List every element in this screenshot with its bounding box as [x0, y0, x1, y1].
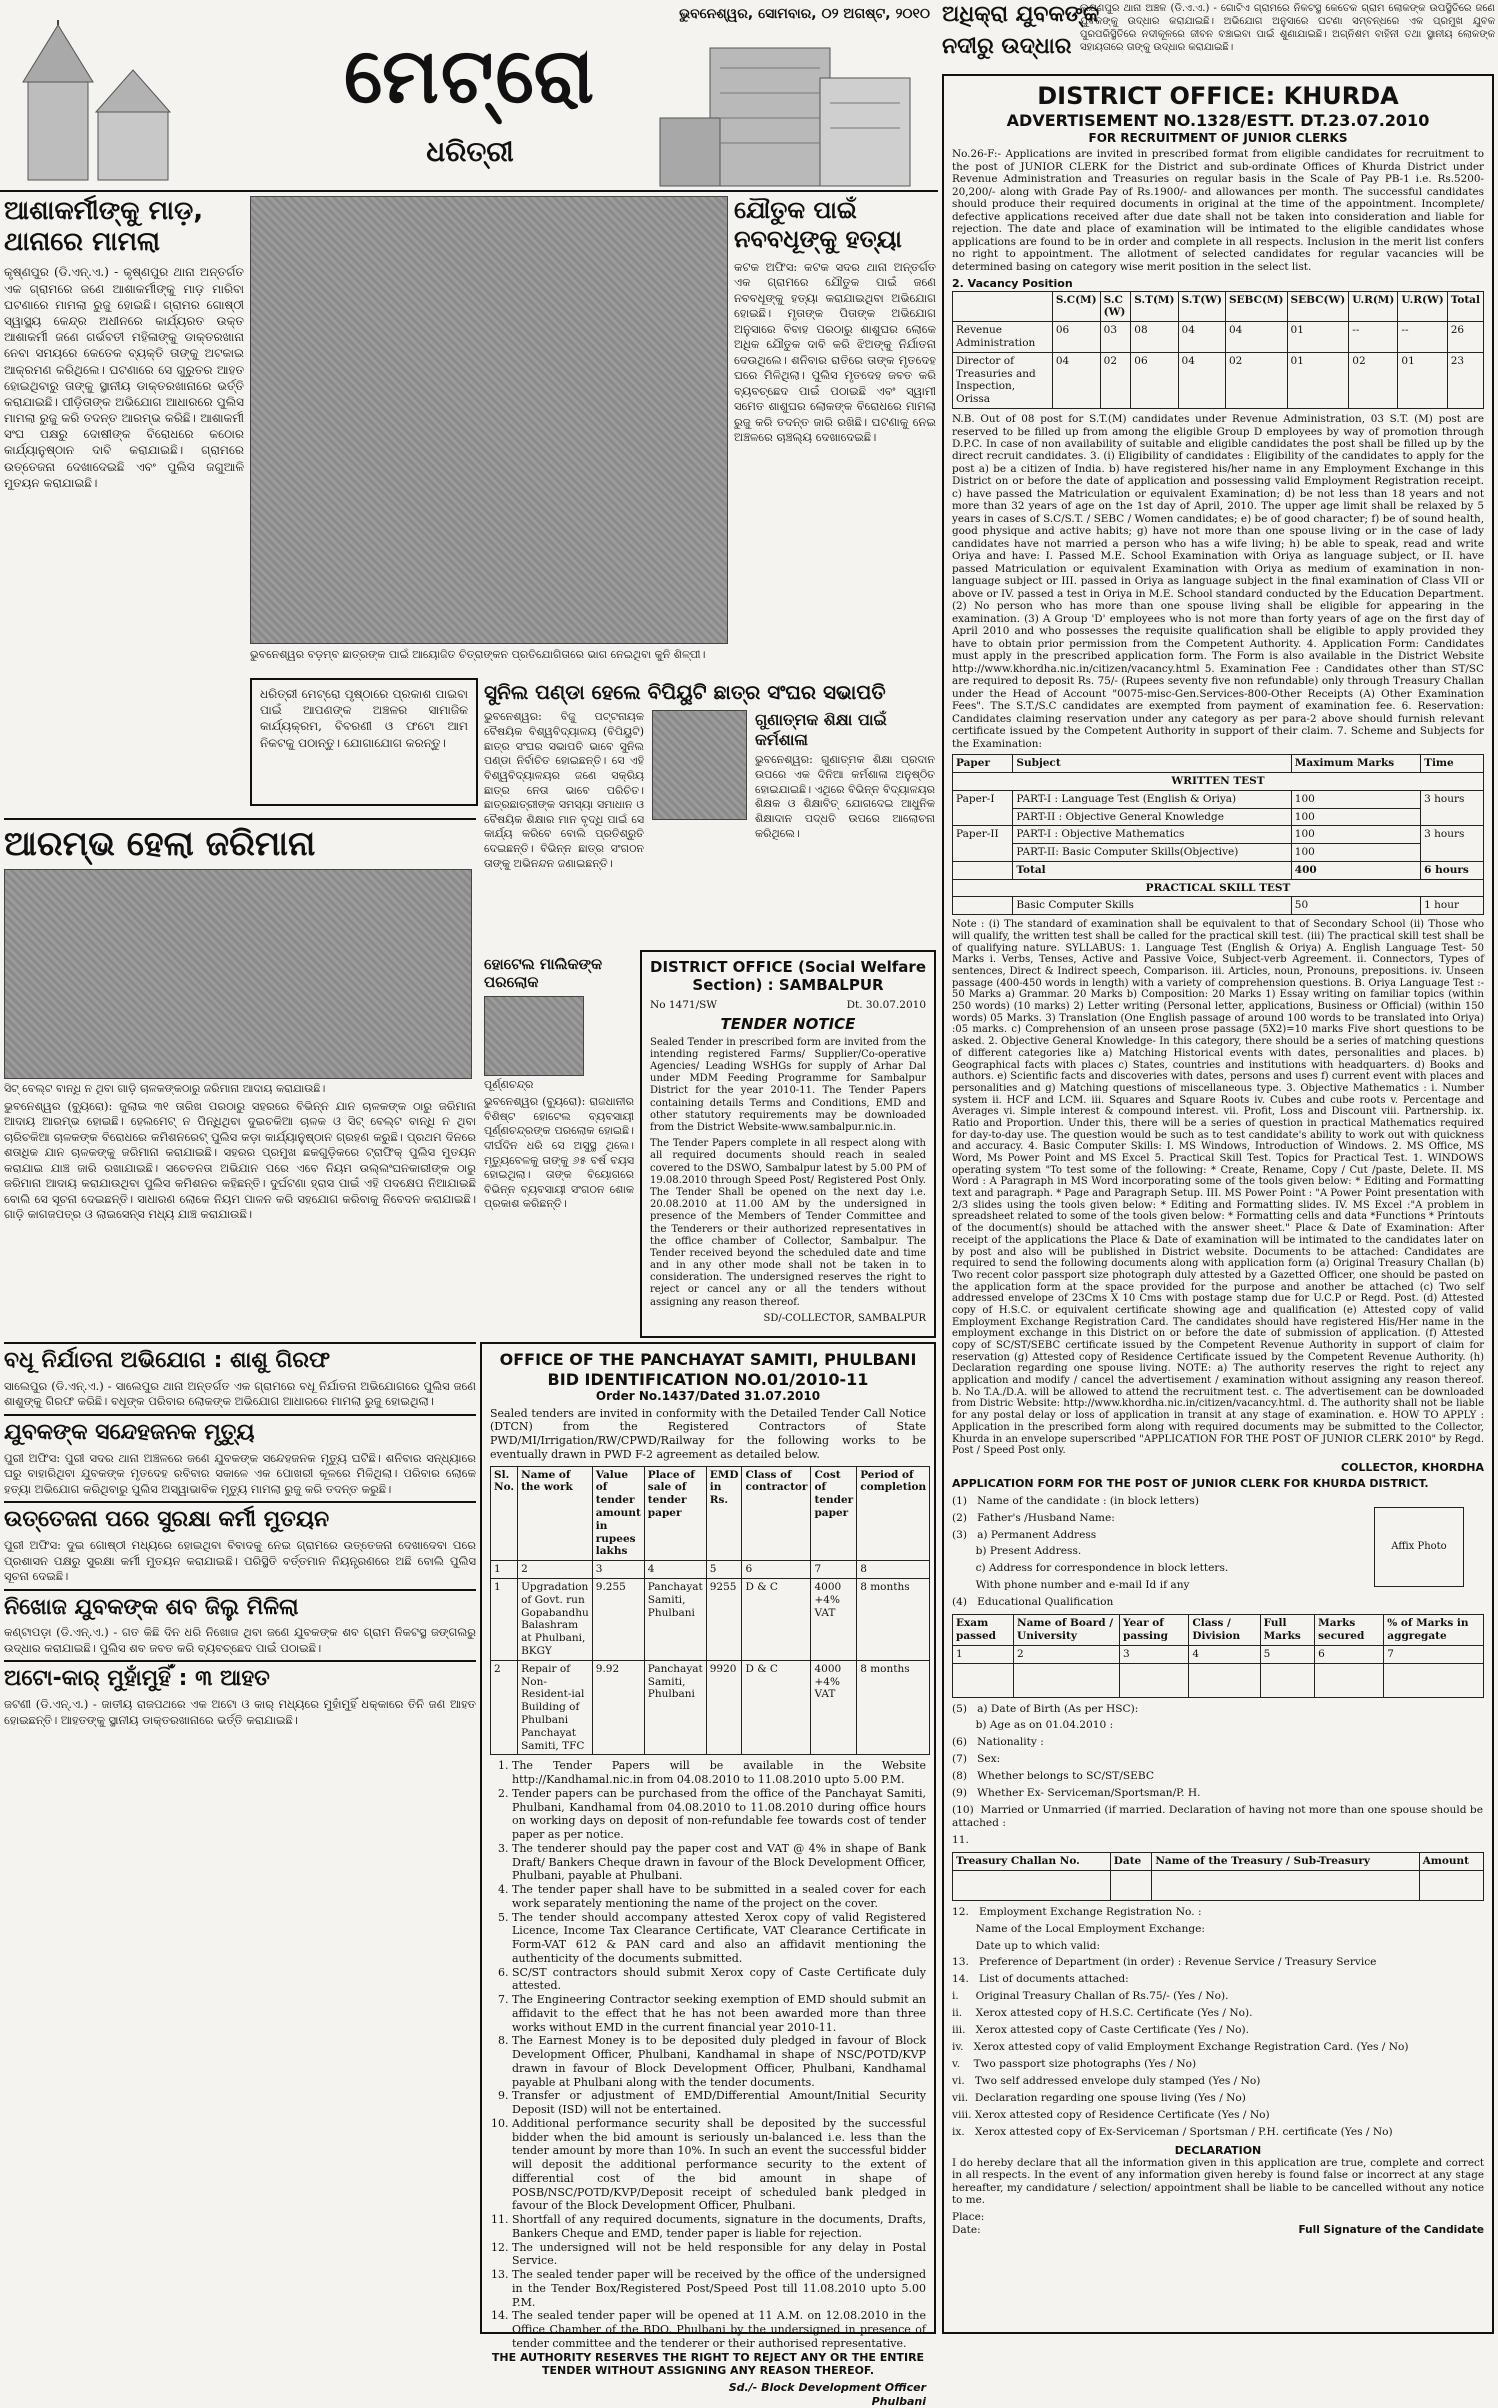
phulbani-closing: THE AUTHORITY RESERVES THE RIGHT TO REJECT ANY OR THE ENTIRE TENDER WITHOUT ASSIGNING ANY REASON THEREOF.	[491, 2350, 925, 2378]
hotel-owner-photo-label: ପୂର୍ଣ୍ଣଚନ୍ଦ୍ର	[484, 1077, 534, 1091]
form-line: 14. List of documents attached:	[952, 1973, 1129, 1986]
phulbani-bid: BID IDENTIFICATION NO.01/2010-11	[547, 1369, 869, 1389]
scheme-total-marks: 400	[1291, 861, 1420, 879]
form-line: iv. Xerox attested copy of valid Employment Exchange Registration Card. (Yes / No)	[952, 2041, 1409, 2054]
phulbani-points	[490, 1759, 926, 2350]
vacancy-header-cell: SEBC(M)	[1225, 291, 1287, 322]
vacancy-cell: Director of Treasuries and Inspection, Orissa	[953, 352, 1053, 408]
khurda-office: DISTRICT OFFICE: KHURDA	[1037, 82, 1399, 110]
form-line: (3) a) Permanent Address	[952, 1528, 1097, 1541]
vacancy-cell: 08	[1131, 322, 1178, 353]
phulbani-point: 7. The Engineering Contractor seeking exemption of EMD should submit an affidavit to the effect that he has not been awarded more than three works without EMD in the current financial year 2010-11.	[512, 1993, 926, 2034]
paper-2-part-1-marks: 100	[1291, 826, 1420, 844]
story-dowry	[734, 196, 936, 676]
phulbani-point: 10. Additional performance security shall be deposited by the successful bidder when the bid amount is seriously un-balanced i.e. less than the tender amount by more than 10%. In such an event the successful bidder will deposit the additional performance security to the extent of differential cost of the bid amount in shape of POSB/NSC/POTD/KVP/Deposit receipt of scheduled bank pledged in favour of the Block Development Officer, Phulbani.	[512, 2117, 926, 2213]
sishu-headline: ବଧୂ ନିର୍ଯାତନା ଅଭିଯୋଗ : ଶାଶୁ ଗିରଫ	[4, 1348, 331, 1373]
scheme-header-cell: Paper	[953, 755, 1013, 773]
masthead-title: ମେଟ୍ରୋ	[343, 31, 597, 120]
khurda-intro: No.26-F:- Applications are invited in prescribed format from eligible candidates for recruitment to the post of JUNIOR CLERK for the District and sub-ordinate Offices of Khurda District under Revenue Administration and Treasuries on regular basis in the Scale of Pay PB-1 i.e. Rs.5200-20,200/- along with Grade Pay of Rs.1900/- and allowances per month. The successful candidates should produce their required documents in original at the time of the appointment. Incomplete/ defective applications received after due date shall not be taken into consideration and liable for rejection. The date and place of examination will be intimated to the eligible candidates whose applications are found to be in order and complete in all respects. Inclusion in the merit list confers no right to appointment. The allotment of selected candidates for regular vacancies will be determined basing on category wise merit position in the select list.	[952, 148, 1484, 273]
traffic-police-photo	[4, 869, 472, 1079]
khurda-adv: ADVERTISEMENT NO.1328/ESTT. DT.23.07.2010	[1006, 111, 1430, 131]
phulbani-point: 5. The tender should accompany attested Xerox copy of valid Registered Licence, Income Tax Clearance Certificate, VAT Clearance Certificate in Form-VAT 612 & PAN card and also an affidavit mentioning the authenticity of the documents submitted.	[512, 1911, 926, 1966]
auto-body: ଜଟଣୀ (ଡି.ଏନ୍.ଏ.) - ଜାତୀୟ ରାଜପଥରେ ଏକ ଅଟୋ ଓ କାର୍ ମଧ୍ୟରେ ମୁହାଁମୁହିଁ ଧକ୍କାରେ ତିନି ଜଣ ଆହତ ହୋଇଛନ୍ତି। ଆହତଙ୍କୁ ସ୍ଥାନୀୟ ଡାକ୍ତରଖାନାରେ ଭର୍ତ୍ତି କରାଯାଇଛି।	[4, 1697, 476, 1727]
education-number-cell: 4	[1189, 1645, 1260, 1663]
form-line: i. Original Treasury Challan of Rs.75/- (Yes / No).	[952, 1990, 1229, 2003]
phulbani-work-cell: 9.92	[592, 1660, 644, 1755]
fine-headline: ଆରମ୍ଭ ହେଲା ଜରିମାନା	[4, 824, 316, 864]
khurda-eligibility: N.B. Out of 08 post for S.T.(M) candidates under Revenue Administration, 03 S.T. (M) post are reserved to be filled up from among the eligible Group D employees by way of promotion through D.P.C. In case of non availability of suitable and eligible candidates the post shall be filled up by the direct recruit candidates. 3. (i) Eligibility of candidates : Eligibility of the candidates to apply for the post a) be a citizen of India. b) have registered his/her name in any Employment Exchange in this District on or before the date of application and possessing valid Employment Registration receipt. c) have passed the Matriculation or equivalent Examination; d) be not less than 18 years and not more than 32 years of age on the 1st day of April, 2010. The upper age limit shall be relaxed by 5 years in cases of S.C/S.T. / SEBC / Women candidates; e) be of good character; f) be of sound health, good physique and active habits; g) have not more than one spouse living or in the case of lady candidates have not married a person who has a wife living; h) be able to speak, read and write Oriya and have: I. Passed M.E. School Examination with Oriya as language subject, or II. have passed Matriculation or equivalent Examination with Oriya as medium of examination in non-language subject or III. passed in Oriya as language subject in the final examination of Class VII or above or IV. passed a test in Oriya in M.E. School standard conducted by the Education Department. (2) No person who has more than one spouse living shall be eligible for appearing in the examination. (3) A Group 'D' employees who is not more than forty years of age on the first day of April 2010 and who possesses the requisite qualification shall be eligible to apply provided they have to obtain prior permission from the Competent Authority. 4. Application Form: Candidates must apply in the prescribed application form. The Form is also available in the District Website http://www.khordha.nic.in/citizen/vacancy.html 5. Examination Fee : Candidates other than ST/SC are required to deposit Rs. 75/- (Rupees seventy five non refundable) only through Treasury Challan under the Head of Account "0075-misc-Gen.Services-800-Other Receipts (A) Other Examination Fees". The S.T./S.C candidates are exempted from payment of examination fee. 6. Reservation: Candidates claiming reservation under any category as per para-2 above should furnish relevant certificate issued by the Competent Authority in support of their claim. 7. Scheme and Subjects for the Examination:	[952, 413, 1484, 750]
application-form-title: APPLICATION FORM FOR THE POST OF JUNIOR CLERK FOR KHURDA DISTRICT.	[952, 1477, 1429, 1491]
form-line: (9) Whether Ex- Serviceman/Sportsman/P. H.	[952, 1787, 1201, 1800]
paper-1: Paper-I	[953, 790, 1013, 826]
paper-2: Paper-II	[953, 826, 1013, 862]
sambalpur-office: DISTRICT OFFICE (Social Welfare Section) : SAMBALPUR	[650, 958, 926, 995]
sambalpur-signed: SD/-COLLECTOR, SAMBALPUR	[763, 1312, 926, 1324]
sunil-panda-photo	[652, 710, 747, 820]
form-line: c) Address for correspondence in block letters.	[952, 1562, 1229, 1575]
phulbani-work-cell: Panchayat Samiti, Phulbani	[644, 1660, 706, 1755]
top-right-story	[940, 0, 1498, 72]
practical-time: 1 hour	[1421, 897, 1484, 915]
bput-body: ଭୁବନେଶ୍ୱର: ବିଜୁ ପଟ୍ଟନାୟକ ବୈଷୟିକ ବିଶ୍ୱବିଦ୍ୟାଳୟ (ବିପିୟୁଟି) ଛାତ୍ର ସଂଘର ସଭାପତି ଭାବେ ସୁନିଲ ପଣ୍ଡା ନିର୍ବାଚିତ ହୋଇଛନ୍ତି। ସେ ଏହି ବିଶ୍ୱବିଦ୍ୟାଳୟର ଜଣେ ସକ୍ରିୟ ଛାତ୍ର ନେତା ଭାବେ ପରିଚିତ। ଛାତ୍ରଛାତ୍ରୀଙ୍କ ସମସ୍ୟା ସମାଧାନ ଓ ବୈଷୟିକ ଶିକ୍ଷାର ମାନ ବୃଦ୍ଧି ପାଇଁ ସେ କାର୍ଯ୍ୟ କରିବେ ବୋଲି ପ୍ରତିଶ୍ରୁତି ଦେଇଛନ୍ତି। ବିଭିନ୍ନ ଛାତ୍ର ସଂଗଠନ ତାଙ୍କୁ ଅଭିନନ୍ଦନ ଜଣାଇଛନ୍ତି।	[484, 710, 644, 870]
vacancy-cell: 04	[1052, 352, 1100, 408]
application-form-part-3	[952, 1904, 1484, 2141]
khurda-scheme-table	[952, 754, 1484, 915]
phulbani-work-cell: 1	[491, 1579, 518, 1661]
phulbani-point: 11. Shortfall of any required documents, signature in the documents, Drafts, Bankers Cheque and EMD, tender paper is liable for rejection.	[512, 2213, 926, 2241]
vacancy-cell: --	[1398, 322, 1447, 353]
phulbani-point: 9. Transfer or adjustment of EMD/Differential Amount/Initial Security Deposit (ISD) will not be entertained.	[512, 2089, 926, 2117]
declaration-place: Place:	[952, 2210, 985, 2223]
phulbani-work-cell: 2	[491, 1660, 518, 1755]
form-line: (8) Whether belongs to SC/ST/SEBC	[952, 1770, 1155, 1783]
paper-1-part-1: PART-I : Language Test (English & Oriya)	[1013, 790, 1291, 808]
top-right-headline-1: ଅଧିକ୍ରା ଯୁବକଙ୍କ	[942, 2, 1100, 27]
vacancy-cell: 02	[1100, 352, 1131, 408]
sishu-body: ସାଲେପୁର (ଡି.ଏନ୍.ଏ.) - ସାଲେପୁର ଥାନା ଅନ୍ତର୍ଗତ ଏକ ଗ୍ରାମରେ ବଧୂ ନିର୍ଯାତନା ଅଭିଯୋଗରେ ପୁଲିସ ଜଣେ ଶାଶୁଙ୍କୁ ଗିରଫ କରିଛି। ବଧୂଙ୍କ ପରିବାର ଲୋକଙ୍କ ଅଭିଯୋଗ ଆଧାରରେ ମାମଲା ରୁଜୁ ହୋଇଥିଲା।	[4, 1378, 476, 1409]
missing-body: କଣ୍ଟାପଡ଼ା (ଡି.ଏନ୍.ଏ.) - ଗତ କିଛି ଦିନ ଧରି ନିଖୋଜ ଥିବା ଜଣେ ଯୁବକଙ୍କ ଶବ ଗ୍ରାମ ନିକଟସ୍ଥ ଜଙ୍ଗଲରୁ ଉଦ୍ଧାର କରାଯାଇଛି। ପୁଲିସ ଶବ ଜବତ କରି ବ୍ୟବଚ୍ଛେଦ ପାଇଁ ପଠାଇଛି।	[4, 1625, 476, 1655]
declaration-title: DECLARATION	[1174, 2143, 1262, 2157]
phulbani-work-cell: 9.255	[592, 1579, 644, 1661]
form-line: (2) Father's /Husband Name:	[952, 1511, 1115, 1524]
phulbani-point: 1. The Tender Papers will be available in the Website http://Kandhamal.nic.in from 04.08.2010 to 11.08.2010 upto 5.00 P.M.	[512, 1759, 926, 1787]
form-line: (10) Married or Unmarried (if married. Declaration of having not more than one spouse should be attached :	[952, 1804, 1487, 1830]
education-blank-row	[953, 1663, 1484, 1697]
vacancy-header-cell: Total	[1447, 291, 1483, 322]
phulbani-work-cell: D & C	[742, 1660, 811, 1755]
phulbani-work-cell: 4000 +4% VAT	[811, 1579, 857, 1661]
vacancy-header-cell: S.C (W)	[1100, 291, 1131, 322]
vacancy-cell: 06	[1131, 352, 1178, 408]
phulbani-header-cell: Place of sale of tender paper	[644, 1466, 706, 1561]
vacancy-cell: 06	[1052, 322, 1100, 353]
dowry-body: କଟକ ଅଫିସ: କଟକ ସଦର ଥାନା ଅନ୍ତର୍ଗତ ଏକ ଗ୍ରାମରେ ଯୌତୁକ ପାଇଁ ଜଣେ ନବବଧୂଙ୍କୁ ହତ୍ୟା କରାଯାଇଥିବା ଅଭିଯୋଗ ହୋଇଛି। ମୃତାଙ୍କ ପିତାଙ୍କ ଅଭିଯୋଗ ଅନୁସାରେ ବିବାହ ପରଠାରୁ ଶାଶୁଘର ଲୋକେ ଅଧିକ ଯୌତୁକ ଦାବି କରି ଝିଅଙ୍କୁ ନିର୍ଯାତନା ଦେଉଥିଲେ। ଶନିବାର ରାତିରେ ତାଙ୍କ ମୃତଦେହ ଘରେ ମିଳିଥିଲା। ପୁଲିସ ମୃତଦେହ ଜବତ କରି ବ୍ୟବଚ୍ଛେଦ ପାଇଁ ପଠାଇଛି ଏବଂ ସ୍ୱାମୀ ସମେତ ଶାଶୁଘର ଲୋକଙ୍କ ବିରୋଧରେ ମାମଲା ରୁଜୁ କରି ତଦନ୍ତ ଜାରି ରଖିଛି। ଘଟଣାକୁ ନେଇ ଅଞ୍ଚଳରେ ଚାଞ୍ଚଲ୍ୟ ଦେଖାଦେଇଛି।	[734, 259, 936, 445]
education-header-cell: Marks secured	[1315, 1615, 1384, 1646]
form-line: (6) Nationality :	[952, 1736, 1044, 1749]
form-line: 13. Preference of Department (in order) : Revenue Service / Treasury Service	[952, 1956, 1377, 1969]
form-line: viii. Xerox attested copy of Residence Certificate (Yes / No)	[952, 2108, 1270, 2121]
form-line: v. Two passport size photographs (Yes / No)	[952, 2057, 1197, 2070]
paper-1-part-1-marks: 100	[1291, 790, 1420, 808]
form-line: (1) Name of the candidate : (in block letters)	[952, 1494, 1199, 1507]
education-header-cell: Year of passing	[1120, 1615, 1189, 1646]
vacancy-cell: 02	[1349, 352, 1398, 408]
phulbani-point: 4. The tender paper shall have to be submitted in a sealed cover for each work separately mentioning the name of the project on the cover.	[512, 1883, 926, 1911]
phulbani-work-cell: 8 months	[857, 1660, 930, 1755]
education-header-cell: Full Marks	[1260, 1615, 1315, 1646]
vacancy-cell: 03	[1100, 322, 1131, 353]
application-form-part-2	[952, 1701, 1487, 1849]
phulbani-number-cell: 5	[706, 1561, 742, 1579]
paper-1-part-2-marks: 100	[1291, 808, 1420, 826]
story-asha	[4, 196, 244, 814]
education-header-cell: Name of Board / University	[1014, 1615, 1120, 1646]
paper-2-time: 3 hours	[1421, 826, 1484, 862]
hotel-owner-headline: ହୋଟେଲ ମାଲିକଙ୍କ ପରଲୋକ	[484, 955, 603, 992]
metro-notice-text: ଧରିତ୍ରୀ ମେଟ୍ରୋ ପୃଷ୍ଠାରେ ପ୍ରକାଶ ପାଇବା ପାଇଁ ଆପଣଙ୍କ ଅଞ୍ଚଳର ସାମାଜିକ କାର୍ଯ୍ୟକ୍ରମ, ବିବରଣୀ ଓ ଫଟୋ ଆମ ନିକଟକୁ ପଠାନ୍ତୁ। ଯୋଗାଯୋଗ କରନ୍ତୁ।	[260, 687, 468, 750]
form-line: ii. Xerox attested copy of H.S.C. Certificate (Yes / No).	[952, 2007, 1253, 2020]
education-header-cell: Class / Division	[1189, 1615, 1260, 1646]
phulbani-number-cell: 2	[518, 1561, 593, 1579]
phulbani-header-cell: EMD in Rs.	[706, 1466, 742, 1561]
khurda-syllabus: Note : (i) The standard of examination shall be equivalent to that of Secondary School (ii) Those who will qualify, the written test shall be called for the practical skill test. (iii) The practical skill test shall be of qualifying nature. SYLLABUS: 1. Language Test (English & Oriya) A. English Language Test- 50 Marks i. Verbs, Tenses, Active and Passive Voice, Subject-verb Agreement. ii. Connectors, Types of sentences, Direct & Indirect speech, Comparison. iii. Articles, noun, Pronouns, prepositions. iv. Unseen passage (400-450 words in length) with a variety of comprehension questions. B. Oriya Language Test :- 50 Marks a) Grammar. 20 Marks b) Composition: 20 Marks 1) Essay writing on familiar topics (within 250 words) (10 marks) 2) Letter writing (Personal letter, applications, Business or Official) (within 150 words) 05 Marks. 3) Translation (One English passage of around 100 words to be translated into Oriya) :05 marks. c) Comprehension of an unseen prose passage (5X2)=10 marks Five short questions to be asked. 2. Objective General Knowledge- In this category, there should be a series of matching questions of different categories like a) Matching Historical events with dates, personalities and places. b) Geographical facts with places c) States, countries and institutions with headquarters. d) Books and authors. e) Scientific facts and discoveries with dates, persons and uses f) current event with places and personalities and g) Matching questions of miscellaneous type. 3. Objective Mathematics : i. Number system ii. HCF and LCM. iii. Squares and Square Roots iv. Cubes and cube roots v. Percentage and Averages vi. Simple interest & compound interest. vii. Profit, Loss and Discount viii. Partnership. ix. Ratio and Proportion. Under this, there will be a series of question in practical Mathematics required for day-to-day use. The question would be such as to test candidate's ability to work out with quickness and accuracy. 4. Basic Computer Skills: I. MS Windows, Introduction of Windows. 2. MS Office, MS Word, Ms Power Point and MS Excel 5. Practical Skill Test. Topics for Practical Test. 1. WINDOWS operating system "To test some of the following: * Create, Rename, Copy / Cut /paste, Delete. II. MS Word : A Paragraph in MS Word incorporating some of the tools given below: * Editing and Formatting text and paragraph. * Page and Paragraph Setup. III. MS Power Point : "A Power Point presentation with 2/3 slides using the tools given below: * Editing and Formatting slides. IV. MS Excel :"A problem in spreadsheet related to some of the tools given below: * Formatting cells and data *Functions * Printouts of the document(s) should be attached with the answer sheet." Place & Date of Examination: After receipt of the applications the Place & Date of examination will be intimated to the candidates later on by post and also will be published in District website. Documents to be attached: Candidates are required to send the following documents along with application form (a) Original Treasury Challan (b) Two recent color passport size photograph duly attested by a Gazetted Officer, one should be pasted on the application form at the space provided for the purpose and another be attached (c) Two self addressed envelope of 23Cms X 10 Cms with postage stamp due for U.C.P or Regd. Post. (d) Attested copy of H.S.C. or equivalent certificate showing age and qualification (e) Attested copy of valid Employment Exchange Registration Card. The candidates should have registered His/Her name in the employment exchange in this District on or before the date of submission of application. (f) Attested copy of SC/ST/SEBC certificate issued by the Competent Revenue Authority in support of claim for reservation (g) Attested copy of Residence Certificate issued by the Competent Revenue Authority. (h) Declaration regarding one spouse living. NOTE: a) The authority reserves the right to reject any application and modify / cancel the advertisement / examination without assigning any reason thereof. b. No T.A./D.A. will be allowed to attend the recruitment test. c. The advertisement can be downloaded from Distric Website: http://www.khordha.nic.in/citizen/vacancy.html. d. The authority shall not be liable for any postal delay or loss of application in transit at any stage of examination. e. HOW TO APPLY : Application in the prescribed form along with required documents may be submitted to the Collector, Khurda in an envelope superscribed "APPLICATION FOR THE POST OF JUNIOR CLERK 2010" by Regd. Post / Speed Post only.	[952, 919, 1484, 1457]
education-number-cell: 6	[1315, 1645, 1384, 1663]
practical-subject: Basic Computer Skills	[1013, 897, 1291, 915]
top-right-headline-2: ନଦୀରୁ ଉଦ୍ଧାର	[942, 34, 1072, 59]
phulbani-number-cell: 7	[811, 1561, 857, 1579]
phulbani-work-row	[491, 1579, 930, 1661]
form-line: Name of the Local Employment Exchange:	[952, 1922, 1205, 1935]
form-line: (7) Sex:	[952, 1753, 1001, 1766]
vacancy-cell: 01	[1398, 352, 1447, 408]
phulbani-works-table	[490, 1466, 930, 1756]
left-lower-stories	[4, 1342, 476, 2334]
auto-headline: ଅଟୋ-କାର୍ ମୁହାଁମୁହିଁ : ୩ ଆହତ	[4, 1666, 270, 1692]
form-line: iii. Xerox attested copy of Caste Certificate (Yes / No).	[952, 2024, 1249, 2037]
phulbani-point: 6. SC/ST contractors should submit Xerox copy of Caste Certificate duly attested.	[512, 1966, 926, 1994]
form-line: b) Present Address.	[952, 1545, 1082, 1558]
phulbani-number-cell: 1	[491, 1561, 518, 1579]
vacancy-header-cell: S.T(W)	[1178, 291, 1225, 322]
form-line: (4) Educational Qualification	[952, 1596, 1114, 1609]
vacancy-cell: 01	[1287, 322, 1349, 353]
form-line: vii. Declaration regarding one spouse living (Yes / No)	[952, 2091, 1246, 2104]
asha-body: କୃଷ୍ଣପୁର (ଡି.ଏନ୍.ଏ.) - କୃଷ୍ଣପୁର ଥାନା ଅନ୍ତର୍ଗତ ଏକ ଗ୍ରାମରେ ଜଣେ ଆଶାକର୍ମୀଙ୍କୁ ମାଡ଼ ମାରିବା ଘଟଣାରେ ମାମଲା ରୁଜୁ ହୋଇଛି। ଗ୍ରାମର ଗୋଷ୍ଠୀ ସ୍ୱାସ୍ଥ୍ୟ କେନ୍ଦ୍ର ଅଧୀନରେ କାର୍ଯ୍ୟରତ ଉକ୍ତ ଆଶାକର୍ମୀ ଜଣେ ଗର୍ଭବତୀ ମହିଳାଙ୍କୁ ଡାକ୍ତରଖାନା ନେବା ସମୟରେ କେତେକ ବ୍ୟକ୍ତି ତାଙ୍କୁ ଅଟକାଇ ଆକ୍ରମଣ କରିଥିଲେ। ଘଟଣାରେ ସେ ଗୁରୁତର ଆହତ ହୋଇଥିବାରୁ ତାଙ୍କୁ ସ୍ଥାନୀୟ ଡାକ୍ତରଖାନାରେ ଭର୍ତ୍ତି କରାଯାଇଛି। ପୀଡ଼ିତାଙ୍କ ଅଭିଯୋଗ ଆଧାରରେ ପୁଲିସ ମାମଲା ରୁଜୁ କରି ତଦନ୍ତ ଆରମ୍ଭ କରିଛି। ଆଶାକର୍ମୀ ସଂଘ ପକ୍ଷରୁ ଦୋଷୀଙ୍କ ବିରୋଧରେ କଠୋର କାର୍ଯ୍ୟାନୁଷ୍ଠାନ ଦାବି କରାଯାଇଛି। ଗ୍ରାମରେ ଉତ୍ତେଜନା ଦେଖାଦେଇଛି ଏବଂ ପୁଲିସ ଜଗୁଆଳି ମୁତୟନ କରାଯାଇଛି।	[4, 265, 244, 490]
phulbani-header-cell: Value of tender amount in rupees lakhs	[592, 1466, 644, 1561]
sambalpur-heading: TENDER NOTICE	[720, 1015, 856, 1034]
vacancy-cell: --	[1349, 322, 1398, 353]
sambalpur-body-1: Sealed Tender in prescribed form are invited from the intending registered Farms/ Supplier/Co-operative Agencies/ Leading WSHGs for supply of Arhar Dal under MDM Feeding Programme for Sambalpur District for the year 2010-11. The Tender Papers containing details Terms and Conditions, EMD and other statutory requirements may be downloaded from the District Website-www.sambalpur.nic.in.	[650, 1036, 926, 1133]
dateline: ଭୁବନେଶ୍ୱର, ସୋମବାର, ୦୨ ଅଗଷ୍ଟ, ୨୦୧୦	[679, 6, 930, 22]
phulbani-point: 3. The tenderer should pay the paper cost and VAT @ 4% in shape of Bank Draft/ Bankers Cheque drawn in favour of the Block Development Officer, Phulbani, payable at Phulbani.	[512, 1842, 926, 1883]
khurda-purpose: FOR RECRUITMENT OF JUNIOR CLERKS	[1088, 130, 1348, 145]
youth-headline: ଯୁବକଙ୍କ ସନ୍ଦେହଜନକ ମୃତ୍ୟୁ	[4, 1419, 255, 1445]
top-right-body: ଲକ୍ଷଣପୁର ଥାନା ଅଞ୍ଚଳ (ଡି.ଏ.ଏ.) - ଗୋଟିଏ ଗ୍ରାମରେ ନିକଟସ୍ଥ କେତେକ ଗ୍ରାମ ଲୋକଙ୍କ ଉପସ୍ଥିତିରେ ଜଣେ ଯୁବକଙ୍କୁ ଉଦ୍ଧାର କରାଯାଇଛି। ଅଭିଯୋଗ ଅନୁସାରେ ଘଟଣା ସମ୍ବନ୍ଧରେ ଏକ ପ୍ରମୁଖ ଯୁବକ ପୁରପରିସ୍ଥିତିରେ ନଦୀକୂଳରେ ଜୀବନ ବଞ୍ଚାଇବା ପାଇଁ ଶୁଣାଯାଇଛି। ଅଗ୍ନିଶମ ବାହିନୀ ତଥା ସ୍ଥାନୀୟ ଲୋକଙ୍କ ସହାୟତାରେ ତାଙ୍କୁ ଉଦ୍ଧାର କରାଯାଇଛି।	[1080, 3, 1495, 53]
phulbani-header-cell: Cost of tender paper	[811, 1466, 857, 1561]
gunjan-headline: ଗୁଣାତ୍ମକ ଶିକ୍ଷା ପାଇଁ କର୍ମଶାଳା	[755, 710, 887, 749]
vacancy-header-cell: U.R(W)	[1398, 291, 1447, 322]
scheme-header-cell: Subject	[1013, 755, 1291, 773]
scheme-header-cell: Maximum Marks	[1291, 755, 1420, 773]
education-number-cell: 1	[953, 1645, 1014, 1663]
kids-photo-caption: ଭୁବନେଶ୍ୱର ବଡ଼ମ୍ବ ଛାତ୍ରଙ୍କ ପାଇଁ ଆୟୋଜିତ ଚିତ୍ରାଙ୍କନ ପ୍ରତିଯୋଗିତାରେ ଭାଗ ନେଇଥିବା କୁନି ଶିଳ୍ପୀ।	[250, 648, 706, 661]
khurda-vacancy-table	[952, 291, 1484, 409]
youth-body: ପୁରୀ ଅଫିସ: ପୁରୀ ସଦର ଥାନା ଅଞ୍ଚଳରେ ଜଣେ ଯୁବକଙ୍କ ସନ୍ଦେହଜନକ ମୃତ୍ୟୁ ଘଟିଛି। ଶନିବାର ସନ୍ଧ୍ୟାରେ ଘରୁ ବାହାରିଥିବା ଯୁବକଙ୍କ ମୃତଦେହ ରବିବାର ସକାଳେ ଏକ ପୋଖରୀ କୂଳରେ ମିଳିଥିଲା। ପରିବାର ଲୋକେ ହତ୍ୟା ଅଭିଯୋଗ କରିଥିବାରୁ ପୁଲିସ ଅସ୍ୱାଭାବିକ ମୃତ୍ୟୁ ମାମଲା ରୁଜୁ କରି ତଦନ୍ତ କରୁଛି।	[4, 1450, 476, 1496]
gunjan-body: ଭୁବନେଶ୍ୱର: ଗୁଣାତ୍ମକ ଶିକ୍ଷା ପ୍ରଦାନ ଉପରେ ଏକ ଦିନିଆ କର୍ମଶାଳା ଅନୁଷ୍ଠିତ ହୋଇଯାଇଛି। ଏଥିରେ ବିଭିନ୍ନ ବିଦ୍ୟାଳୟର ଶିକ୍ଷକ ଓ ଶିକ୍ଷାବିତ୍ ଯୋଗଦେଇ ଆଧୁନିକ ଶିକ୍ଷାଦାନ ପଦ୍ଧତି ଉପରେ ଆଲୋଚନା କରିଥିଲେ।	[755, 753, 935, 840]
education-header-cell: % of Marks in aggregate	[1384, 1615, 1484, 1646]
form-line: Date up to which valid:	[952, 1939, 1101, 1952]
challan-blank-row	[953, 1870, 1484, 1900]
form-line: With phone number and e-mail Id if any	[952, 1579, 1190, 1592]
phulbani-header-cell: Name of the work	[518, 1466, 593, 1561]
hotel-owner-body: ଭୁବନେଶ୍ୱର (ବ୍ୟୁରୋ): ରାଜଧାନୀର ବିଶିଷ୍ଟ ହୋଟେଲ ବ୍ୟବସାୟୀ ପୂର୍ଣ୍ଣଚନ୍ଦ୍ରଙ୍କ ପରଲୋକ ହୋଇଛି। ଦୀର୍ଘଦିନ ଧରି ସେ ଅସୁସ୍ଥ ଥିଲେ। ମୃତ୍ୟୁବେଳକୁ ତାଙ୍କୁ ୬୫ ବର୍ଷ ବୟସ ହୋଇଥିଲା। ତାଙ୍କ ବିୟୋଗରେ ବିଭିନ୍ନ ବ୍ୟବସାୟୀ ସଂଗଠନ ଶୋକ ପ୍ରକାଶ କରିଛନ୍ତି।	[484, 1095, 634, 1211]
phulbani-work-cell: 4000 +4% VAT	[811, 1660, 857, 1755]
scheme-total-label: Total	[1013, 861, 1291, 879]
vacancy-cell: 26	[1447, 322, 1483, 353]
phulbani-intro: Sealed tenders are invited in conformity with the Detailed Tender Call Notice (DTCN) from the Registered Contractors of State PWD/MI/Irrigation/RW/CPWD/Railway for the following works to be eventually drawn in PWD F-2 agreement as detailed below.	[490, 1406, 926, 1461]
paper-2-part-2-marks: 100	[1291, 844, 1420, 862]
phulbani-point: 2. Tender papers can be purchased from the office of the Panchayat Samiti, Phulbani, Kandhamal from 04.08.2010 to 11.08.2010 during office hours on working days on deposit of non-refundable fee towards cost of tender paper as per notice.	[512, 1787, 926, 1842]
vacancy-header-cell: S.C(M)	[1052, 291, 1100, 322]
challan-header-cell: Name of the Treasury / Sub-Treasury	[1152, 1852, 1419, 1870]
form-line: b) Age as on 01.04.2010 :	[952, 1719, 1114, 1732]
story-bput	[484, 680, 936, 950]
phulbani-work-cell: 9255	[706, 1579, 742, 1661]
challan-header-cell: Date	[1110, 1852, 1152, 1870]
paper-2-part-2: PART-II: Basic Computer Skills(Objective)	[1013, 844, 1291, 862]
vacancy-cell: Revenue Administration	[953, 322, 1053, 353]
affix-photo-box	[1374, 1507, 1464, 1587]
phulbani-table-header	[491, 1466, 930, 1561]
scheme-total-time: 6 hours	[1421, 861, 1484, 879]
bput-headline: ସୁନିଲ ପଣ୍ଡା ହେଲେ ବିପିୟୁଟି ଛାତ୍ର ସଂଘର ସଭାପତି	[484, 680, 886, 704]
dowry-headline: ଯୌତୁକ ପାଇଁ ନବବଧୂଙ୍କୁ ହତ୍ୟା	[734, 196, 902, 253]
phulbani-tender	[480, 1342, 936, 2408]
vacancy-cell: 01	[1287, 352, 1349, 408]
vacancy-row	[953, 352, 1484, 408]
story-fine	[4, 818, 476, 1338]
kids-drawing-photo	[250, 196, 728, 644]
paper-2-part-1: PART-I : Objective Mathematics	[1013, 826, 1291, 844]
education-number-cell: 7	[1384, 1645, 1484, 1663]
challan-table	[952, 1852, 1484, 1901]
vacancy-header-cell: SEBC(W)	[1287, 291, 1349, 322]
affix-photo-label: Affix Photo	[1391, 1540, 1447, 1552]
paper-1-part-2: PART-II : Objective General Knowledge	[1013, 808, 1291, 826]
education-number-cell: 5	[1260, 1645, 1315, 1663]
phulbani-number-cell: 6	[742, 1561, 811, 1579]
tension-body: ପୁରୀ ଅଫିସ: ଦୁଇ ଗୋଷ୍ଠୀ ମଧ୍ୟରେ ହୋଇଥିବା ବିବାଦକୁ ନେଇ ଗ୍ରାମରେ ଉତ୍ତେଜନା ଦେଖାଦେବା ପରେ ପ୍ରଶାସନ ପକ୍ଷରୁ ସୁରକ୍ଷା କର୍ମୀ ମୁତୟନ କରାଯାଇଛି। ପରିସ୍ଥିତି ବର୍ତ୍ତମାନ ନିୟନ୍ତ୍ରଣରେ ଅଛି ବୋଲି ପୁଲିସ ସୂଚନା ଦେଇଛି।	[4, 1538, 476, 1584]
vacancy-cell: 02	[1225, 352, 1287, 408]
masthead-subtitle: ଧରିତ୍ରୀ	[426, 135, 514, 168]
education-number-cell: 3	[1120, 1645, 1189, 1663]
phulbani-office: OFFICE OF THE PANCHAYAT SAMITI, PHULBANI	[499, 1350, 917, 1369]
phulbani-header-cell: Sl. No.	[491, 1466, 518, 1561]
vacancy-cell: 04	[1178, 322, 1225, 353]
sambalpur-date: Dt. 30.07.2010	[846, 998, 926, 1011]
khurda-vacancy-label: 2. Vacancy Position	[952, 277, 1073, 291]
tension-headline: ଉତ୍ତେଜନା ପରେ ସୁରକ୍ଷା କର୍ମୀ ମୁତୟନ	[4, 1507, 330, 1533]
vacancy-header-cell	[953, 291, 1053, 322]
education-table	[952, 1614, 1484, 1697]
form-line: 11.	[952, 1833, 969, 1846]
kids-photo-block	[250, 196, 728, 672]
hotel-owner-photo	[484, 996, 584, 1076]
phulbani-number-cell: 4	[644, 1561, 706, 1579]
phulbani-work-cell: Panchayat Samiti, Phulbani	[644, 1579, 706, 1661]
form-line: 12. Employment Exchange Registration No. :	[952, 1905, 1202, 1918]
phulbani-number-row	[491, 1561, 930, 1579]
declaration-text: I do hereby declare that all the information given in this application are true, complete and correct in all respects. In the event of any information given hereby is found false or incorrect at any stage hereafter, my candidature / selection/ appointment shall be liable to be cancelled without any notice to me.	[952, 2156, 1484, 2207]
phulbani-work-cell: D & C	[742, 1579, 811, 1661]
vacancy-row	[953, 322, 1484, 353]
vacancy-header-cell: S.T(M)	[1131, 291, 1178, 322]
masthead	[0, 0, 938, 192]
paper-1-time: 3 hours	[1421, 790, 1484, 826]
temple-illustration	[8, 20, 178, 185]
phulbani-number-cell: 8	[857, 1561, 930, 1579]
khurda-recruitment	[942, 74, 1494, 2334]
khurda-collector: COLLECTOR, KHORDHA	[1341, 1460, 1484, 1474]
phulbani-order: Order No.1437/Dated 31.07.2010	[595, 1389, 821, 1404]
phulbani-point: 13. The sealed tender paper will be received by the office of the undersigned in the Tender Box/Registered Post/Speed Post till 11.08.2010 upto 5.00 P.M.	[512, 2268, 926, 2309]
education-number-cell: 2	[1014, 1645, 1120, 1663]
practical-test-label: PRACTICAL SKILL TEST	[953, 879, 1484, 897]
candidate-signature: Full Signature of the Candidate	[1298, 2223, 1484, 2236]
phulbani-work-cell: Repair of Non-Resident-ial Building of Phulbani Panchayat Samiti, TFC	[518, 1660, 593, 1755]
phulbani-point: 14. The sealed tender paper will be opened at 11 A.M. on 12.08.2010 in the Office Chamber of the BDO, Phulbani by the undersigned in presence of tender committee and the tenderer or their authorised representative.	[512, 2309, 926, 2350]
phulbani-work-cell: 8 months	[857, 1579, 930, 1661]
form-line: vi. Two self addressed envelope duly stamped (Yes / No)	[952, 2074, 1261, 2087]
vacancy-header-cell: U.R(M)	[1349, 291, 1398, 322]
vacancy-cell: 23	[1447, 352, 1483, 408]
phulbani-point: 8. The Earnest Money is to be deposited duly pledged in favour of Block Development Officer, Phulbani, Kandhamal in shape of NSC/POTD/KVP drawn in favour of Block Development Officer, Phulbani, Kandhamal payable at Phulbani along with the tender documents.	[512, 2034, 926, 2089]
fine-photo-caption: ସିଟ୍ ବେଲ୍ଟ ବାନ୍ଧି ନ ଥିବା ଗାଡ଼ି ଚାଳକଙ୍କଠାରୁ ଜରିମାନା ଆଦାୟ କରାଯାଉଛି।	[4, 1082, 326, 1096]
sambalpur-no: No 1471/SW	[650, 998, 718, 1011]
story-hotel-owner	[484, 955, 634, 1335]
scheme-header-cell: Time	[1421, 755, 1484, 773]
education-header-cell: Exam passed	[953, 1615, 1014, 1646]
phulbani-sign-1: Sd./- Block Development Officer	[728, 2381, 926, 2395]
challan-header-cell: Treasury Challan No.	[953, 1852, 1111, 1870]
missing-headline: ନିଖୋଜ ଯୁବକଙ୍କ ଶବ ଜିଲୁ ମିଳିଲା	[4, 1594, 299, 1620]
phulbani-point: 12. The undersigned will not be held responsible for any delay in Postal Service.	[512, 2241, 926, 2269]
phulbani-header-cell: Period of completion	[857, 1466, 930, 1561]
phulbani-work-cell: 9920	[706, 1660, 742, 1755]
practical-marks: 50	[1291, 897, 1420, 915]
challan-header-cell: Amount	[1419, 1852, 1483, 1870]
sambalpur-tender-notice	[640, 950, 936, 1338]
phulbani-header-cell: Class of contractor	[742, 1466, 811, 1561]
form-line: (5) a) Date of Birth (As per HSC):	[952, 1702, 1139, 1715]
metro-notice-box	[250, 678, 478, 806]
vacancy-cell: 04	[1178, 352, 1225, 408]
sambalpur-body-2: The Tender Papers complete in all respect along with all required documents should reach in sealed covered to the DSWO, Sambalpur latest by 5.00 PM of 19.08.2010 through Speed Post/ Registered Post Only. The Tender Shall be opened on the next day i.e. 20.08.2010 at 11.00 AM by the undersigned in presence of the Members of Tender Committee and the Tenderers or their authorized representatives in the office chamber of Collector, Sambalpur. The Tender received beyond the scheduled date and time and in any other mode shall not be taken in to consideration. The undersigned reserves the right to reject or cancel any or all the tenders without assigning any reason thereof.	[650, 1138, 926, 1308]
form-line: ix. Xerox attested copy of Ex-Serviceman / Sportsman / P.H. certificate (Yes / No)	[952, 2125, 1393, 2138]
phulbani-work-cell: Upgradation of Govt. run Gopabandhu Balashram at Phulbani, BKGY	[518, 1579, 593, 1661]
vacancy-cell: 04	[1225, 322, 1287, 353]
declaration-date: Date:	[952, 2223, 981, 2236]
fine-body: ଭୁବନେଶ୍ୱର (ବ୍ୟୁରୋ): ଜୁଲାଇ ୩୧ ତାରିଖ ପରଠାରୁ ସହରରେ ବିଭିନ୍ନ ଯାନ ଚାଳକଙ୍କ ଠାରୁ ଜରିମାନା ଆଦାୟ ଆରମ୍ଭ ହୋଇଛି। ହେଲମେଟ୍ ନ ପିନ୍ଧିଥିବା ଦୁଇଚକିଆ ଚାଳକ ଓ ସିଟ୍ ବେଲ୍ଟ ବାନ୍ଧି ନ ଥିବା ଚାରିଚକିଆ ଚାଳକଙ୍କ ବିରୋଧରେ କମିଶନରେଟ୍ ପୁଲିସ କଡ଼ା କାର୍ଯ୍ୟାନୁଷ୍ଠାନ ଗ୍ରହଣ କରୁଛି। ପ୍ରଥମ ଦିନରେ ଶତାଧିକ ଯାନ ଚାଳକଙ୍କୁ ଜରିମାନା କରାଯାଇଛି। ସହରର ପ୍ରମୁଖ ଛକଗୁଡ଼ିକରେ ଟ୍ରାଫିକ୍ ପୁଲିସ ମୁତୟନ କରାଯାଇ ଯାଞ୍ଚ ଜାରି ରଖାଯାଇଛି। ସଚେତନତା ଅଭିଯାନ ପରେ ଏବେ ନିୟମ ଉଲ୍ଲଂଘନକାରୀଙ୍କ ଠାରୁ ଜରିମାନା ଆଦାୟ କରାଯାଉଥିବା ପୁଲିସ କମିଶନର କହିଛନ୍ତି। ଦୁର୍ଘଟଣା ହ୍ରାସ ପାଇଁ ଏହି ପଦକ୍ଷେପ ନିଆଯାଇଛି ବୋଲି ସେ ସୂଚନା ଦେଇଛନ୍ତି। ସାଧାରଣ ଲୋକେ ନିୟମ ପାଳନ କରି ସହଯୋଗ କରିବାକୁ ନିବେଦନ କରାଯାଇଛି। ଗାଡ଼ି କାଗଜପତ୍ର ଓ ଲାଇସେନ୍ସ ମଧ୍ୟ ଯାଞ୍ଚ କରାଯାଉଛି।	[4, 1098, 476, 1222]
written-test-label: WRITTEN TEST	[953, 772, 1484, 790]
phulbani-work-row	[491, 1660, 930, 1755]
phulbani-sign-2: Phulbani	[871, 2394, 926, 2408]
phulbani-number-cell: 3	[592, 1561, 644, 1579]
asha-headline: ଆଶାକର୍ମୀଙ୍କୁ ମାଡ଼, ଥାନାରେ ମାମଲା	[4, 196, 204, 258]
